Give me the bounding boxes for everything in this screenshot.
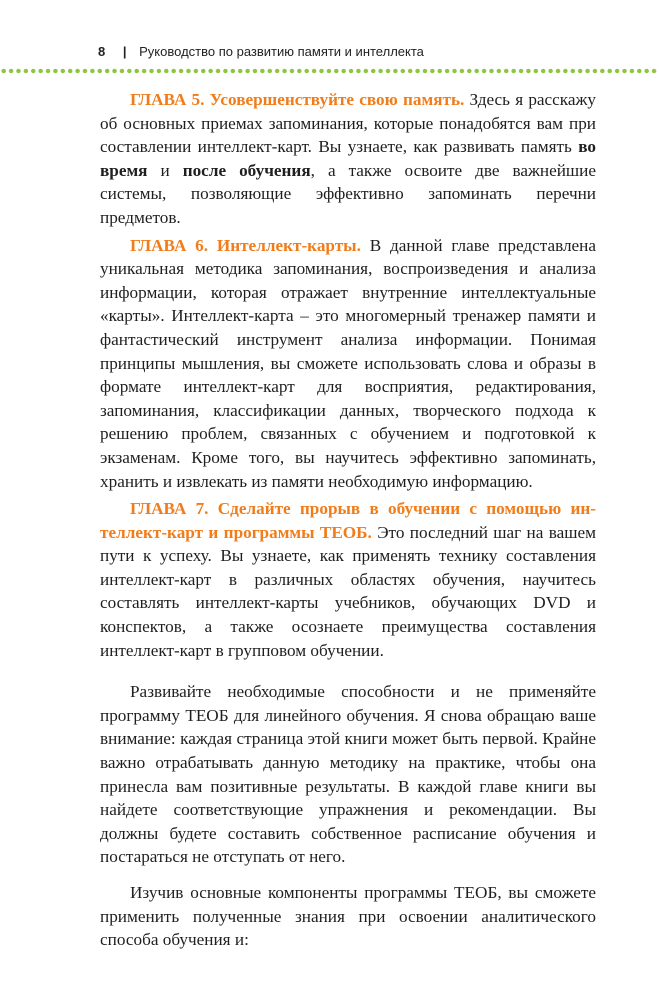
- paragraph-chapter-6: [100, 234, 596, 494]
- chapter-7-heading: ГЛАВА 7. Сделайте прорыв в обучении с помощью интеллект-карт и программы ТЕОБ.: [100, 499, 596, 542]
- dotted-divider: [0, 68, 659, 74]
- paragraph-chapter-7: [100, 497, 596, 662]
- header-separator: |: [122, 44, 127, 59]
- page-body: [100, 88, 596, 952]
- paragraph-text: Здесь я расскажу об основных приемах запоминания, которые понадобятся вам при составлении интеллект-карт. Вы узнаете, как развивать память: [100, 90, 596, 157]
- paragraph-studied: Изучив основные компоненты программы ТЕОБ, вы сможете применить полученные знания при освоении аналитического способа обучения и:: [100, 883, 596, 950]
- page-number: 8: [98, 44, 106, 59]
- paragraph-text: , а также освоите две важнейшие системы, позволяющие эффективно запоминать перечни предметов.: [100, 160, 596, 227]
- paragraph-text: Это последний шаг на вашем пути к успеху. Вы узнаете, как применять технику составления интеллект-карт в различных областях обучения, научитесь составлять интеллект-карты учебников, обучающих DVD и конспектов, а также осознаете преимущества составления интеллект-карт в групповом обучении.: [100, 522, 596, 660]
- book-title: Руководство по развитию памяти и интеллекта: [139, 44, 424, 59]
- running-header: [98, 44, 424, 59]
- chapter-6-heading: ГЛАВА 6. Интеллект-карты.: [130, 235, 361, 255]
- paragraph-text: и: [147, 160, 183, 180]
- paragraph-chapter-5: [100, 88, 596, 230]
- chapter-5-heading: ГЛАВА 5. Усовершенствуйте свою память.: [130, 90, 465, 109]
- paragraph-develop: Развивайте необходимые способности и не применяйте программу ТЕОБ для линейного обучения. Я снова обращаю ваше внимание: каждая страница этой книги может быть первой. Крайне важно отрабатывать данную методику на практике, чтобы она принесла вам позитивные результаты. В каждой главе книги вы найдете соответствующие упражнения и рекомендации. Вы должны будете составить собственное расписание обучения и постараться не отступать от него.: [100, 682, 596, 867]
- emphasis-after: после обучения: [182, 160, 311, 180]
- emphasis-during: во время: [100, 137, 596, 180]
- paragraph-text: В данной главе представлена уникальная методика запоминания, воспроизведения и анализа информации, которая отражает внутренние интеллектуальные «карты». Интеллект-карта – это многомерный тренажер памяти и фантастический инструмент анализа информации. Понимая принципы мышления, вы сможете использовать слова и образы в формате интеллект-карт для восприятия, редактирования, запоминания, классификации данных, творческого подхода к решению проблем, связанных с обучением и подготовкой к экзаменам. Кроме того, вы научитесь эффективно запоминать, хранить и извлекать из памяти необходимую информацию.: [100, 235, 597, 491]
